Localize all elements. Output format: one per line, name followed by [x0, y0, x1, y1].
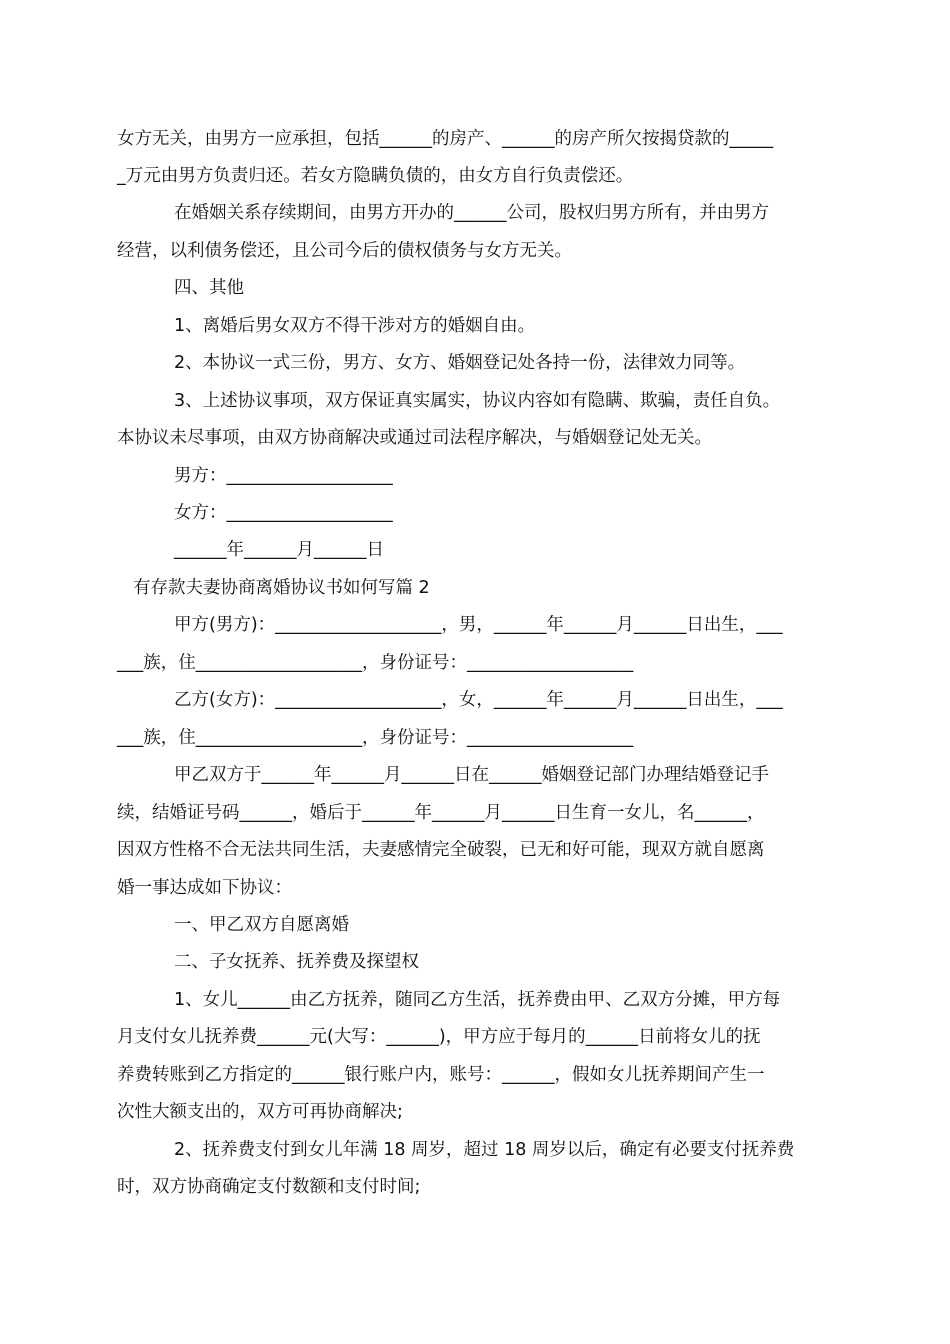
paragraph-line: 女方无关，由男方一应承担，包括______的房产、______的房产所欠按揭贷款的_____	[117, 129, 774, 149]
paragraph-line: 时，双方协商确定支付数额和支付时间;	[117, 1177, 421, 1197]
section-heading: 一、甲乙双方自愿离婚	[174, 915, 349, 935]
paragraph-line: 1、离婚后男女双方不得干涉对方的婚姻自由。	[174, 316, 536, 336]
paragraph-line: _万元由男方负责归还。若女方隐瞒负债的，由女方自行负责偿还。	[117, 166, 634, 186]
party-a-line: 甲方(男方)：___________________，男，______年______月______日出生，___	[174, 615, 783, 635]
party-a-line: ___族，住___________________，身份证号：___________________	[117, 653, 634, 673]
signature-female: 女方：___________________	[174, 503, 393, 523]
paragraph-line: 1、女儿______由乙方抚养，随同乙方生活，抚养费由甲、乙双方分摊，甲方每	[174, 990, 781, 1010]
party-b-line: 乙方(女方)：___________________，女，______年______月______日出生，___	[174, 690, 783, 710]
signature-male: 男方：___________________	[174, 466, 393, 486]
paragraph-line: 养费转账到乙方指定的______银行账户内，账号：______，假如女儿抚养期间产生一	[117, 1065, 765, 1085]
paragraph-line: 本协议未尽事项，由双方协商解决或通过司法程序解决，与婚姻登记处无关。	[117, 428, 712, 448]
paragraph-line: 月支付女儿抚养费______元(大写：______)，甲方应于每月的______日前将女儿的抚	[117, 1027, 761, 1047]
paragraph-line: 经营，以利债务偿还，且公司今后的债权债务与女方无关。	[117, 241, 572, 261]
section-title: 有存款夫妻协商离婚协议书如何写篇 2	[133, 578, 430, 598]
paragraph-line: 婚一事达成如下协议：	[117, 878, 292, 898]
paragraph-line: 次性大额支出的，双方可再协商解决;	[117, 1102, 403, 1122]
paragraph-line: 在婚姻关系存续期间，由男方开办的______公司，股权归男方所有，并由男方	[174, 203, 769, 223]
paragraph-line: 续，结婚证号码______，婚后于______年______月______日生育一女儿，名______，	[117, 803, 765, 823]
paragraph-line: 甲乙双方于______年______月______日在______婚姻登记部门办理结婚登记手	[174, 765, 769, 785]
section-heading: 二、子女抚养、抚养费及探望权	[174, 952, 419, 972]
paragraph-line: 因双方性格不合无法共同生活，夫妻感情完全破裂，已无和好可能，现双方就自愿离	[117, 840, 765, 860]
paragraph-line: 2、本协议一式三份，男方、女方、婚姻登记处各持一份，法律效力同等。	[174, 353, 746, 373]
signature-date: ______年______月______日	[174, 540, 384, 560]
paragraph-line: 2、抚养费支付到女儿年满 18 周岁，超过 18 周岁以后，确定有必要支付抚养费	[174, 1140, 795, 1160]
party-b-line: ___族，住___________________，身份证号：___________________	[117, 728, 634, 748]
paragraph-line: 3、上述协议事项，双方保证真实属实，协议内容如有隐瞒、欺骗，责任自负。	[174, 391, 781, 411]
section-heading: 四、其他	[174, 278, 244, 298]
